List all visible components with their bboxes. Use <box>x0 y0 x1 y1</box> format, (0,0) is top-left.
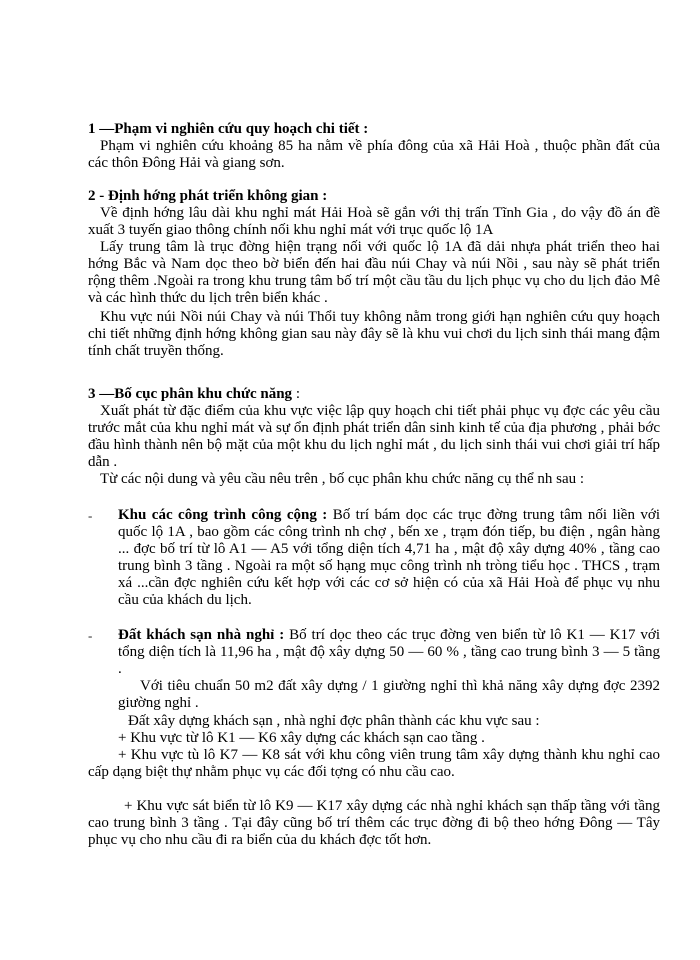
section-2 <box>88 188 660 360</box>
zone-k7-k8-text: + Khu vực tù lô K7 — K8 sát với khu công viên trung tâm xây dựng thành khu nghỉ cao cấp dạng biệt thự nhằm phục vụ các đối tợng có nhu cầu cao. <box>88 747 660 780</box>
section-1-heading: 1 —Phạm vi nghiên cứu quy hoạch chi tiết : <box>88 121 369 137</box>
section-3-heading-wrap <box>88 386 660 403</box>
zone-k7-k8 <box>88 747 660 781</box>
bullet-hotels-title: Đất khách sạn nhà nghỉ : <box>118 627 285 643</box>
zone-k1-k6 <box>88 730 660 747</box>
section-3-para-1: Xuất phát từ đặc điểm của khu vực việc lập quy hoạch chi tiết phải phục vụ đợc các yêu cầu trước mắt của khu nghỉ mát và sự ổn định phát triển dân sinh kinh tế của địa phương , phải bớc đầu hình thành nên bộ mặt của một khu du lịch nghỉ mát , du lịch sinh thái vui chơi giải trí hấp dẫn . <box>88 403 660 470</box>
bullet-public-works-title: Khu các công trình công cộng : <box>118 507 328 523</box>
hotel-capacity-text: Với tiêu chuẩn 50 m2 đất xây dựng / 1 giường nghỉ thì khả năng xây dựng đợc 2392 giường nghỉ . <box>118 678 660 711</box>
hotel-zones-intro-text: Đất xây dựng khách sạn , nhà nghỉ đợc phân thành các khu vực sau : <box>128 713 540 729</box>
section-2-para-2: Lấy trung tâm là trục đờng hiện trạng nối với quốc lộ 1A đã dải nhựa phát triển theo hai hớng Bắc và Nam dọc theo bờ biển đến hai đầu núi Chay và núi Nồi , sau này sẽ phát triển rộng thêm .Ngoài ra trong khu trung tâm bố trí một cầu tầu du lịch phục vụ cho du lịch đảo Mê và các hình thức du lịch trên biển khác . <box>88 239 660 306</box>
hotel-zones-intro <box>88 713 660 730</box>
section-3 <box>88 386 660 488</box>
section-2-para-1: Về định hớng lâu dài khu nghỉ mát Hải Hoà sẽ gắn với thị trấn Tĩnh Gia , do vậy đồ án đề xuất 3 tuyến giao thông chính nối khu nghỉ mát với trục quốc lộ 1A <box>88 205 660 238</box>
zone-k9-k17 <box>88 798 660 849</box>
bullet-dash: - <box>88 628 93 643</box>
section-3-heading-colon: : <box>292 386 300 402</box>
bullet-public-works <box>88 507 660 609</box>
section-1-text: Phạm vi nghiên cứu khoảng 85 ha nằm về phía đông của xã Hải Hoà , thuộc phần đất của các thôn Đông Hải và giang sơn. <box>88 138 660 171</box>
bullet-hotels <box>88 627 660 678</box>
bullet-hotels-text: Bố trí dọc theo các trục đờng ven biển từ lô K1 — K17 với tổng diện tích là 11,96 ha , mật độ xây dựng 50 — 60 % , tầng cao trung bình 3 — 5 tầng . <box>118 627 660 677</box>
section-2-heading: 2 - Định hớng phát triển không gian : <box>88 188 328 204</box>
bullet-public-works-text: Bố trí bám dọc các trục đờng trung tâm nối liền với quốc lộ 1A , bao gồm các công trình nh chợ , bến xe , trạm đón tiếp, bu điện , ngân hàng ... đợc bố trí từ lô A1 — A5 với tổng diện tích 4,71 ha , mật độ xây dựng 40% , tầng cao trung bình 3 tầng . Ngoài ra một số hạng mục công trình nh tròng tiểu học . THCS , trạm xá ...cần đợc nghiên cứu kết hợp với các cơ sở hiện có của xã Hải Hoà để phục vụ nhu cầu của khách du lịch. <box>118 507 660 608</box>
hotel-capacity <box>88 678 660 712</box>
bullet-dash: - <box>88 508 93 523</box>
section-2-para-3: Khu vực núi Nồi núi Chay và núi Thổi tuy không nằm trong giới hạn nghiên cứu quy hoạch chi tiết những định hớng không gian sau này đây sẽ là khu vui chơi du lịch sinh thái mang đậm tính chất truyền thống. <box>88 309 660 359</box>
section-3-heading: 3 —Bố cục phân khu chức năng <box>88 386 293 402</box>
section-1 <box>88 121 660 172</box>
section-3-para-2: Từ các nội dung và yêu cầu nêu trên , bố cục phân khu chức năng cụ thể nh sau : <box>100 471 585 487</box>
zone-k1-k6-text: + Khu vực từ lô K1 — K6 xây dựng các khách sạn cao tầng . <box>118 730 485 746</box>
zone-k9-k17-text: + Khu vực sát biển từ lô K9 — K17 xây dựng các nhà nghỉ khách sạn thấp tầng với tầng cao trung bình 3 tầng . Tại đây cũng bố trí thêm các trục đờng đi bộ theo hớng Đông — Tây phục vụ cho nhu cầu đi ra biển của du khách đợc tốt hơn. <box>88 798 660 848</box>
